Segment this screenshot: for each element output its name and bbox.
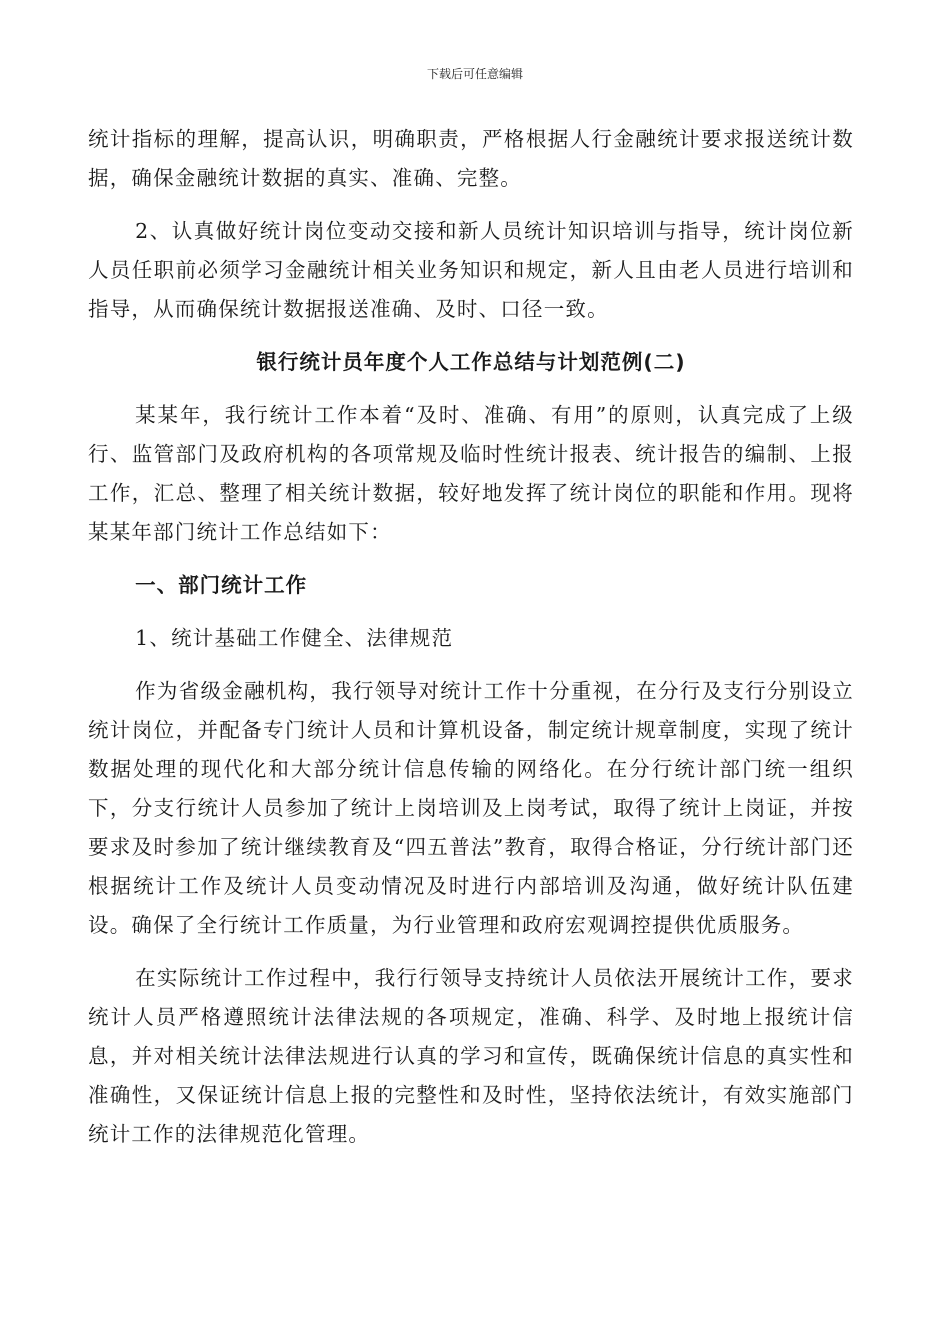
- paragraph-item-2: 2、认真做好统计岗位变动交接和新人员统计知识培训与指导，统计岗位新人员任职前必须学习金融统计相关业务知识和规定，新人且由老人员进行培训和指导，从而确保统计数据报送准确、及时、口径一致。: [88, 219, 854, 321]
- page-header: 下载后可任意编辑: [426, 67, 523, 81]
- heading-section-1: 一、部门统计工作: [135, 573, 308, 597]
- section-title: 银行统计员年度个人工作总结与计划范例(二): [256, 350, 686, 374]
- paragraph-continued: 统计指标的理解，提高认识，明确职责，严格根据人行金融统计要求报送统计数据，确保金融统计数据的真实、准确、完整。: [88, 127, 854, 190]
- paragraph-body-2: 在实际统计工作过程中，我行行领导支持统计人员依法开展统计工作，要求统计人员严格遵照统计法律法规的各项规定，准确、科学、及时地上报统计信息，并对相关统计法律法规进行认真的学习和宣传，既确保统计信息的真实性和准确性，又保证统计信息上报的完整性和及时性，坚持依法统计，有效实施部门统计工作的法律规范化管理。: [88, 966, 854, 1146]
- document-body: [88, 120, 854, 1154]
- subheading-1: 1、统计基础工作健全、法律规范: [135, 626, 454, 650]
- paragraph-body-1: 作为省级金融机构，我行领导对统计工作十分重视，在分行及支行分别设立统计岗位，并配备专门统计人员和计算机设备，制定统计规章制度，实现了统计数据处理的现代化和大部分统计信息传输的网络化。在分行统计部门统一组织下，分支行统计人员参加了统计上岗培训及上岗考试，取得了统计上岗证，并按要求及时参加了统计继续教育及“四五普法”教育，取得合格证，分行统计部门还根据统计工作及统计人员变动情况及时进行内部培训及沟通，做好统计队伍建设。确保了全行统计工作质量，为行业管理和政府宏观调控提供优质服务。: [88, 679, 854, 937]
- paragraph-intro: 某某年，我行统计工作本着“及时、准确、有用”的原则，认真完成了上级行、监管部门及政府机构的各项常规及临时性统计报表、统计报告的编制、上报工作，汇总、整理了相关统计数据，较好地发挥了统计岗位的职能和作用。现将某某年部门统计工作总结如下：: [88, 403, 854, 544]
